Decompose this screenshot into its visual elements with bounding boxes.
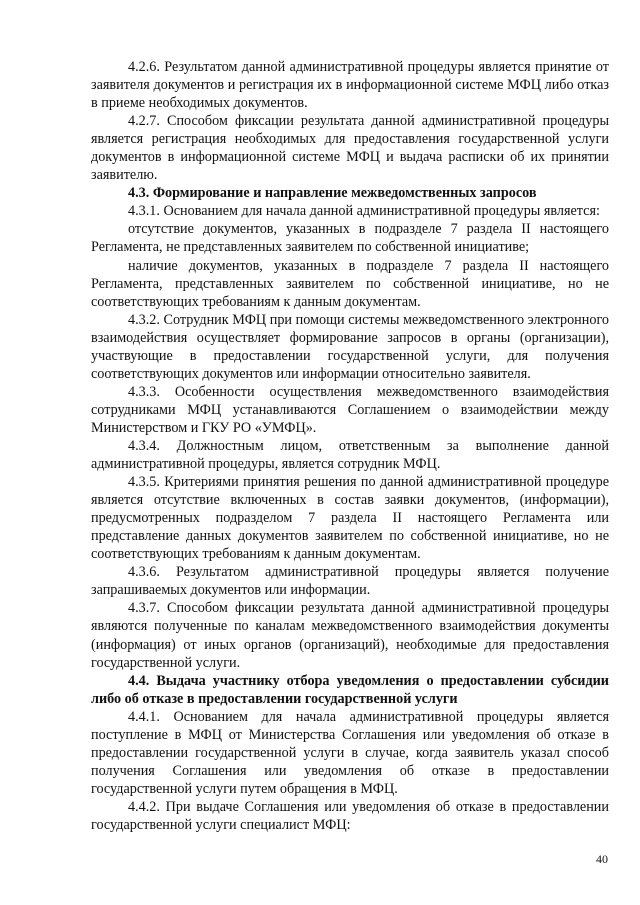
section-heading-4-4: 4.4. Выдача участнику отбора уведомления о предоставлении субсидии либо об отказе в предоставлении государственной услуги [91, 672, 609, 707]
paragraph-presence-of-documents: наличие документов, указанных в подразделе 7 раздела II настоящего Регламента, представленных заявителем по собственной инициативе, но не соответствующих требованиям к данным документам. [91, 257, 609, 310]
paragraph-4-3-5: 4.3.5. Критериями принятия решения по данной административной процедуре является отсутствие включенных в состав заявки документов, (информации), предусмотренных подразделом 7 раздела II настоящего Регламента или представление данных документов заявителем по собственной инициативе, но не соответствующих требованиям к данным документам. [91, 474, 609, 563]
paragraph-4-3-2: 4.3.2. Сотрудник МФЦ при помощи системы межведомственного электронного взаимодействия осуществляет формирование запросов в органы (организации), участвующие в предоставлении государственной услуги, для получения соответствующих документов или информации относительно заявителя. [91, 311, 609, 382]
paragraph-4-2-7: 4.2.7. Способом фиксации результата данной административной процедуры является регистрация необходимых для предоставления государственной услуги документов в информационной системе МФЦ и выдача расписки об их принятии заявителю. [91, 113, 609, 184]
paragraph-4-3-6: 4.3.6. Результатом административной процедуры является получение запрашиваемых документов или информации. [91, 564, 609, 599]
paragraph-4-4-1: 4.4.1. Основанием для начала административной процедуры является поступление в МФЦ от Министерства Соглашения или уведомления об отказе в предоставлении государственной услуги в случае, когда заявитель указал способ получения Соглашения или уведомления об отказе в предоставлении государственной услуги путем обращения в МФЦ. [91, 708, 609, 797]
document-page [91, 58, 609, 834]
paragraph-4-3-1: 4.3.1. Основанием для начала данной административной процедуры является: [128, 203, 600, 220]
paragraph-absence-of-documents: отсутствие документов, указанных в подразделе 7 раздела II настоящего Регламента, не представленных заявителем по собственной инициативе; [91, 221, 609, 256]
section-heading-4-3: 4.3. Формирование и направление межведомственных запросов [128, 185, 537, 202]
paragraph-4-3-3: 4.3.3. Особенности осуществления межведомственного взаимодействия сотрудниками МФЦ устанавливаются Соглашением о взаимодействии между Министерством и ГКУ РО «УМФЦ». [91, 383, 609, 436]
paragraph-4-4-2: 4.4.2. При выдаче Соглашения или уведомления об отказе в предоставлении государственной услуги специалист МФЦ: [91, 798, 609, 833]
paragraph-4-3-4: 4.3.4. Должностным лицом, ответственным за выполнение данной административной процедуры, является сотрудник МФЦ. [91, 437, 609, 473]
page-number: 40 [596, 852, 608, 866]
paragraph-4-2-6: 4.2.6. Результатом данной административной процедуры является принятие от заявителя документов и регистрация их в информационной системе МФЦ либо отказ в приеме необходимых документов. [91, 59, 609, 112]
paragraph-4-3-7: 4.3.7. Способом фиксации результата данной административной процедуры являются полученные по каналам межведомственного взаимодействия документы (информация) от иных органов (организаций), необходимые для предоставления государственной услуги. [91, 600, 609, 671]
